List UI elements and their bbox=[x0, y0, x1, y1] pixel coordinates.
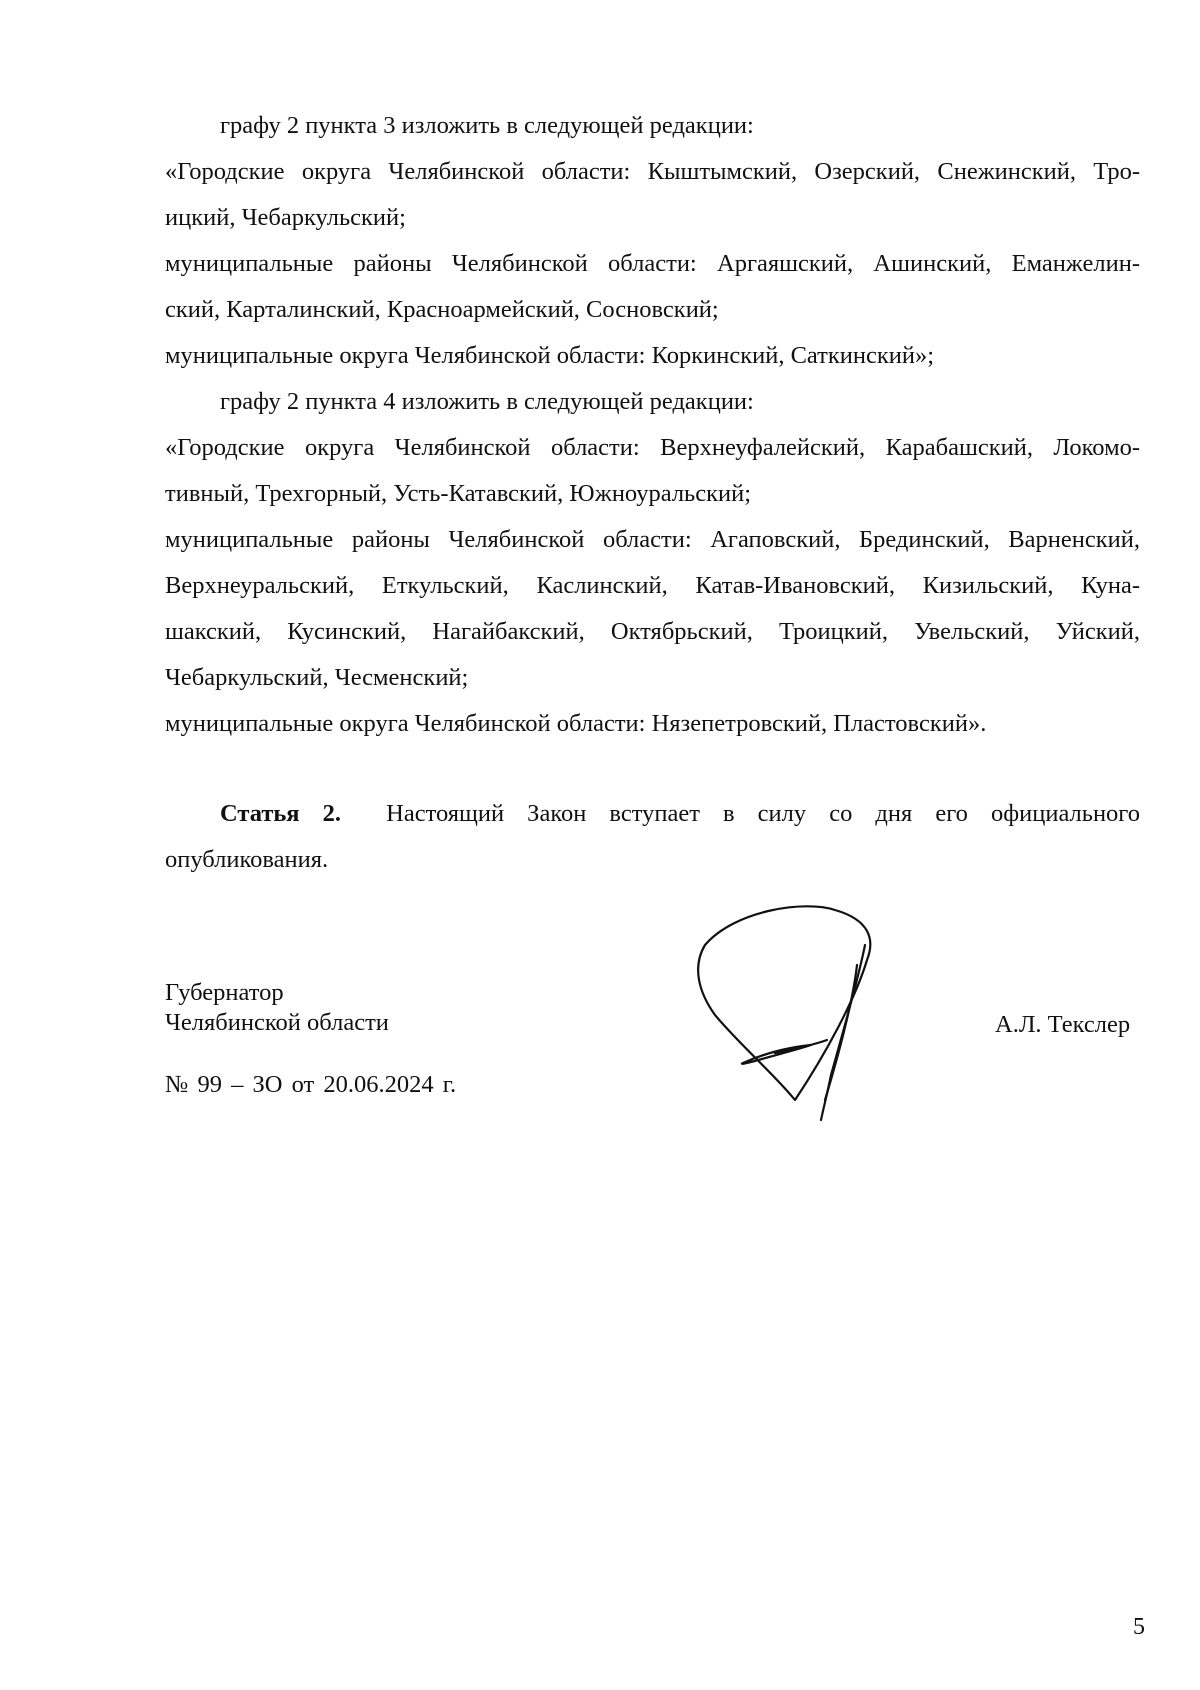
article-2 bbox=[220, 791, 1140, 837]
paragraph-line: графу 2 пункта 4 изложить в следующей редакции: bbox=[220, 388, 754, 415]
article-text-continuation: опубликования. bbox=[165, 846, 329, 873]
paragraph-line: ский, Карталинский, Красноармейский, Сосновский; bbox=[165, 296, 719, 323]
paragraph-line: «Городские округа Челябинской области: Кыштымский, Озерский, Снежинский, Тро- bbox=[165, 158, 1140, 185]
paragraph-line: ицкий, Чебаркульский; bbox=[165, 204, 406, 231]
paragraph-line: шакский, Кусинский, Нагайбакский, Октябрьский, Троицкий, Увельский, Уйский, bbox=[165, 618, 1140, 645]
paragraph-line: муниципальные округа Челябинской области: Нязепетровский, Пластовский». bbox=[165, 710, 987, 737]
law-number: № 99 – ЗО от 20.06.2024 г. bbox=[165, 1071, 457, 1098]
article-text: Настоящий Закон вступает в силу со дня его официального bbox=[386, 800, 1140, 827]
position-title: Губернатор bbox=[165, 979, 284, 1006]
article-label: Статья 2. bbox=[220, 800, 342, 827]
paragraph-line: тивный, Трехгорный, Усть-Катавский, Южноуральский; bbox=[165, 480, 752, 507]
handwritten-signature bbox=[695, 905, 905, 1125]
page-number: 5 bbox=[1133, 1614, 1145, 1640]
position-region: Челябинской области bbox=[165, 1009, 389, 1036]
paragraph-line: Чебаркульский, Чесменский; bbox=[165, 664, 469, 691]
paragraph-line: «Городские округа Челябинской области: Верхнеуфалейский, Карабашский, Локомо- bbox=[165, 434, 1140, 461]
paragraph-line: муниципальные районы Челябинской области: Агаповский, Брединский, Варненский, bbox=[165, 526, 1140, 553]
paragraph-line: Верхнеуральский, Еткульский, Каслинский, Катав-Ивановский, Кизильский, Куна- bbox=[165, 572, 1140, 599]
paragraph-line: муниципальные округа Челябинской области: Коркинский, Саткинский»; bbox=[165, 342, 935, 369]
signer-name: А.Л. Текслер bbox=[995, 1011, 1131, 1038]
paragraph-line: графу 2 пункта 3 изложить в следующей редакции: bbox=[220, 112, 754, 139]
signatory-position bbox=[165, 978, 389, 1038]
paragraph-line: муниципальные районы Челябинской области: Аргаяшский, Ашинский, Еманжелин- bbox=[165, 250, 1140, 277]
